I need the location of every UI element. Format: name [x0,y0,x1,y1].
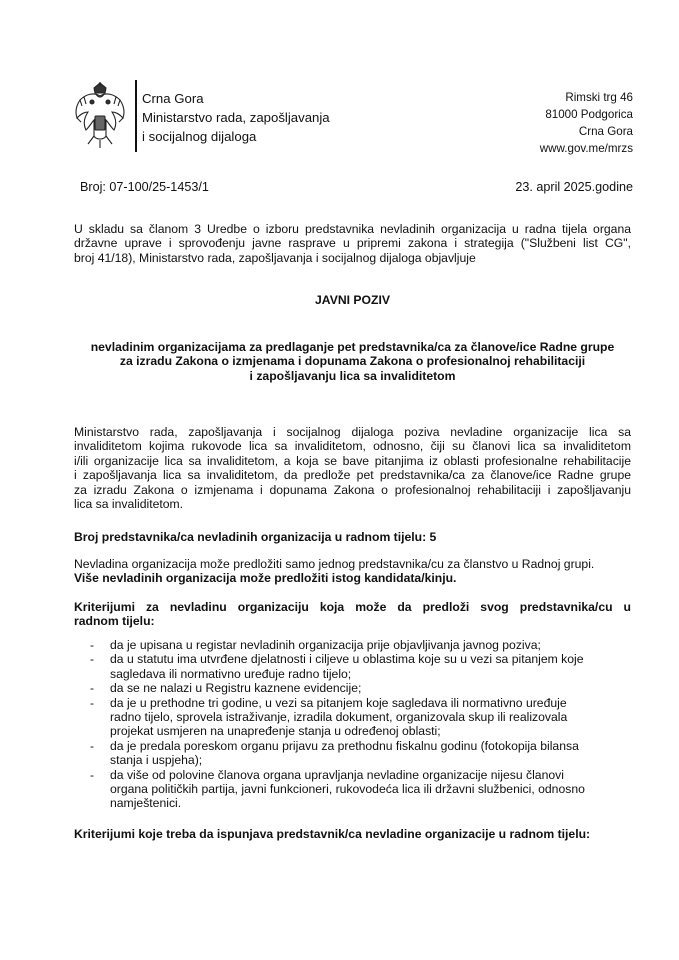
criteria-item [74,739,631,768]
text-line: invaliditetom kojima rukovode lica sa invaliditetom, odnosno, čiji su članovi lica sa invaliditetom [74,439,631,454]
criteria-item [74,768,631,811]
org-line: i socijalnog dijaloga [142,129,257,144]
reference-row [80,180,633,194]
criteria-item [74,652,631,681]
criteria-line: - da više od polovine članova organa upravljanja nevladine organizacije nijesu članovi [110,767,564,782]
text-line: broj 41/18), Ministarstvo rada, zapošljavanja i socijalnog dijaloga objavljuje [74,250,476,265]
intro-paragraph [74,222,631,265]
criteria-heading [74,600,631,629]
representative-criteria-heading: Kriterijumi koje treba da ispunjava predstavnik/ca nevladine organizacije u radnom tijelu: [74,827,591,841]
criteria-line: - da se ne nalazi u Registru kaznene evidencije; [110,681,362,696]
criteria-line: - da u statutu ima utvrđene djelatnosti i ciljeve u oblastima koje su u vezi sa pitanjem koje [110,652,584,667]
address-website: www.gov.me/mrzs [539,142,633,155]
criteria-item [74,681,631,695]
criteria-line: - da je predala poreskom organu prijavu za prethodnu fiskalnu godinu (fotokopija bilansa [110,738,579,753]
text-line: državne uprave i sprovođenju javne rasprave u pripremi zakona i strategija ("Službeni list CG", [74,236,631,251]
text-line: Ministarstvo rada, zapošljavanja i socijalnog dijaloga poziva nevladine organizacije lica sa [74,425,631,439]
address-line: Crna Gora [578,125,633,138]
reference-date: 23. april 2025.godine [515,180,633,194]
criteria-line: radno tijelo, sprovela istraživanje, izradila dokument, organizovala skup ili realizovala [110,710,568,725]
criteria-list [74,638,631,811]
text-line: lica sa invaliditetom. [74,497,184,512]
header-divider [135,80,137,152]
heading-line: radnom tijelu: [74,614,155,629]
ministry-address [540,89,633,157]
document-title: JAVNI POZIV [315,293,390,307]
body-paragraph [74,425,631,511]
note-bold-line: Više nevladinih organizacija može predložiti istog kandidata/kinju. [74,571,457,586]
criteria-item [74,696,631,739]
criteria-line: projekat usmjeren na unapređenje stanja u određenoj oblasti; [110,724,441,739]
criteria-line: sagledava ili normativno uređuje radno tijelo; [110,666,352,681]
heading-line: Kriterijumi za nevladinu organizaciju koja može da predloži svog predstavnika/cu u [74,600,631,614]
criteria-line: - da je u prethodne tri godine, u vezi sa pitanjem koje sagledava ili normativno uređuje [110,695,567,710]
ministry-name [142,89,330,146]
text-line: i zapošljavanja lica sa invaliditetom, da predlože pet predstavnika/ca za članove/ice Radne grupe [74,468,631,483]
subtitle-line: i zapošljavanju lica sa invaliditetom [249,368,456,383]
subtitle-line: za izradu Zakona o izmjenama i dopunama Zakona o profesionalnoj rehabilitaciji [119,354,586,369]
subtitle-line: nevladinim organizacijama za predlaganje pet predstavnika/ca za članove/ice Radne grupe [90,340,615,354]
criteria-line: organa političkih partija, javni funkcioneri, rukovodeća lica ili državni službenici, odnosno [110,782,585,797]
montenegro-coat-of-arms-icon [72,82,128,152]
address-line: Rimski trg 46 [565,91,633,104]
representative-count: Broj predstavnika/ca nevladinih organizacija u radnom tijelu: 5 [74,530,437,544]
note-paragraph [74,557,631,586]
text-line: i/ili organizacije lica sa invaliditetom, a koja se bave pitanjima iz oblasti profesionalne rehabilitacije [74,453,631,468]
text-line: za izradu Zakona o izmjenama i dopunama Zakona o profesionalnoj rehabilitaciji i zapošljavanju [74,482,631,497]
document-subtitle [74,340,631,383]
address-line: 81000 Podgorica [545,108,633,121]
criteria-item [74,638,631,652]
note-line: Nevladina organizacija može predložiti samo jednog predstavnika/cu za članstvo u Radnoj grupi. [74,557,595,571]
org-line: Ministarstvo rada, zapošljavanja [142,110,330,125]
criteria-line: namještenici. [110,796,182,811]
criteria-line: stanja i uspjeha); [110,753,203,768]
criteria-line: - da je upisana u registar nevladinih organizacija prije objavljivanja javnog poziva; [110,638,541,652]
org-line: Crna Gora [142,91,204,106]
reference-number: Broj: 07-100/25-1453/1 [80,180,209,194]
text-line: U skladu sa članom 3 Uredbe o izboru predstavnika nevladinih organizacija u radna tijela organa [74,222,631,236]
